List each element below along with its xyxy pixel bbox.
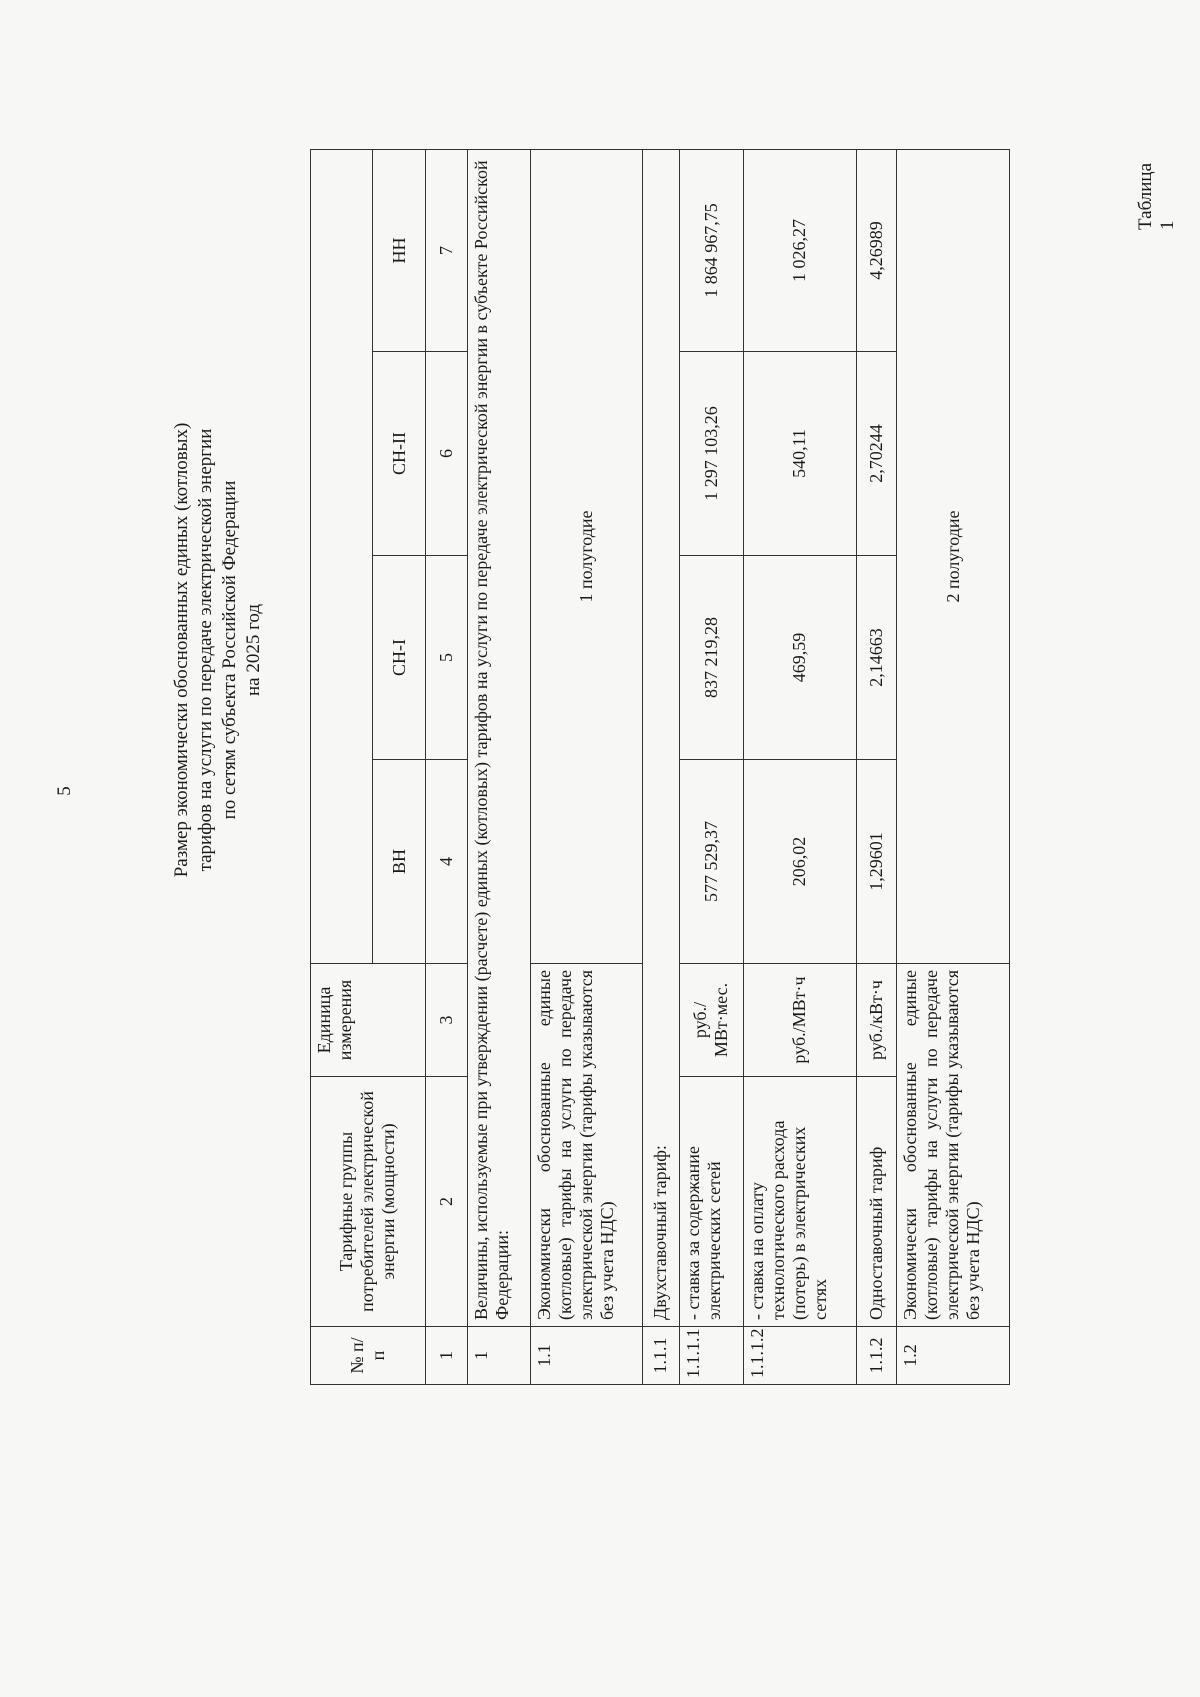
table-row — [530, 150, 643, 1385]
col-number-5: 5 — [425, 556, 467, 760]
row-unit: руб./кВт·ч — [856, 964, 896, 1077]
row-text: Экономически обоснованные единые (котловые) тарифы на услуги по передаче электрической энергии (тарифы указываются без учета НДС) — [897, 964, 1010, 1327]
table-row — [856, 150, 896, 1385]
row-unit: руб./ МВт·мес. — [679, 964, 743, 1077]
tariff-table — [310, 149, 1010, 1385]
col-number-3: 3 — [425, 964, 467, 1077]
value-nn: 4,26989 — [856, 150, 896, 352]
row-num: 1.1.1 — [643, 1327, 679, 1385]
row-num: 1 — [468, 1327, 530, 1385]
title-line-3: по сетям субъекта Российской Федерации — [219, 480, 240, 820]
table-row — [643, 150, 679, 1385]
row-text: Величины, используемые при утверждении (расчете) единых (котловых) тарифов на услуги по передаче электрической энергии в субъекте Российской Федерации: — [468, 150, 530, 1327]
period-label: 2 полугодие — [897, 150, 1010, 964]
col-number-4: 4 — [425, 760, 467, 964]
column-number-row — [425, 150, 467, 1385]
col-number-7: 7 — [425, 150, 467, 352]
table-label: Таблица 1 — [1135, 162, 1178, 230]
header-num: № п/п — [311, 1327, 426, 1385]
table-row — [679, 150, 743, 1385]
row-num: 1.1.1.2 — [744, 1327, 857, 1385]
col-number-2: 2 — [425, 1077, 467, 1327]
value-sn1: 837 219,28 — [679, 556, 743, 760]
row-unit: руб./МВт·ч — [744, 964, 857, 1077]
table-row — [744, 150, 857, 1385]
col-number-6: 6 — [425, 352, 467, 556]
value-vn: 577 529,37 — [679, 760, 743, 964]
row-text: - ставка на оплату технологического расхода (потерь) в электрических сетях — [744, 1077, 857, 1327]
row-num: 1.1 — [530, 1327, 643, 1385]
tariff-table-wrapper — [310, 150, 1010, 1385]
period-label: 1 полугодие — [530, 150, 643, 964]
value-sn1: 469,59 — [744, 556, 857, 760]
header-sn1: СН-I — [373, 556, 425, 760]
row-num: 1.1.1.1 — [679, 1327, 743, 1385]
value-sn2: 1 297 103,26 — [679, 352, 743, 556]
row-text: - ставка за содержание электрических сетей — [679, 1077, 743, 1327]
row-num: 1.1.2 — [856, 1327, 896, 1385]
value-sn2: 2,70244 — [856, 352, 896, 556]
header-unit: Единица измерения — [311, 964, 426, 1077]
header-row — [311, 150, 373, 1385]
header-voltage-span — [311, 150, 373, 964]
page-number: 5 — [53, 786, 75, 796]
title-line-4: на 2025 год — [243, 603, 264, 697]
header-vn: ВН — [373, 760, 425, 964]
col-number-1: 1 — [425, 1327, 467, 1385]
table-row — [897, 150, 1010, 1385]
value-nn: 1 864 967,75 — [679, 150, 743, 352]
value-nn: 1 026,27 — [744, 150, 857, 352]
table-row — [468, 150, 530, 1385]
row-text: Двухставочный тариф: — [643, 150, 679, 1327]
header-groups: Тарифные группы потребителей электрической энергии (мощности) — [311, 1077, 426, 1327]
value-sn1: 2,14663 — [856, 556, 896, 760]
row-text: Экономически обоснованные единые (котловые) тарифы на услуги по передаче электрической энергии (тарифы указываются без учета НДС) — [530, 964, 643, 1327]
row-text: Одноставочный тариф — [856, 1077, 896, 1327]
value-vn: 1,29601 — [856, 760, 896, 964]
header-nn: НН — [373, 150, 425, 352]
header-sn2: СН-II — [373, 352, 425, 556]
row-num: 1.2 — [897, 1327, 1010, 1385]
document-title — [170, 250, 266, 1050]
title-line-2: тарифов на услуги по передаче электрической энергии — [195, 428, 216, 872]
value-vn: 206,02 — [744, 760, 857, 964]
value-sn2: 540,11 — [744, 352, 857, 556]
title-line-1: Размер экономически обоснованных единых (котловых) — [171, 422, 192, 878]
